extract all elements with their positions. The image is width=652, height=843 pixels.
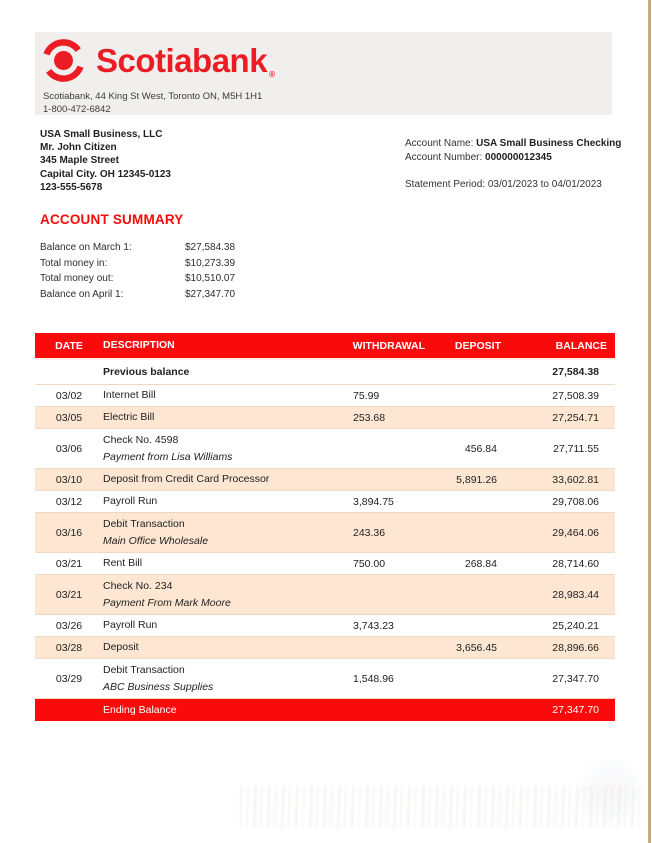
cell-date: 03/16: [55, 526, 83, 539]
cell-description: Debit Transaction Main Office Wholesale: [103, 518, 209, 547]
bank-header: [35, 32, 612, 115]
account-name-value: USA Small Business Checking: [476, 138, 622, 149]
ending-balance-label: Ending Balance: [103, 703, 177, 716]
customer-address-block: [40, 128, 171, 194]
cell-balance: 28,983.44: [552, 588, 599, 601]
cell-deposit: 268.84: [464, 557, 497, 570]
table-row: [35, 659, 615, 699]
scan-smudge-artifact: [575, 760, 645, 820]
column-header-date: DATE: [55, 339, 83, 352]
cell-balance: 28,714.60: [552, 557, 599, 570]
table-row: [35, 429, 615, 469]
cell-balance: 28,896.66: [552, 641, 599, 654]
cell-description: Deposit: [103, 641, 139, 654]
account-number-line: Account Number: 000000012345: [405, 152, 552, 163]
cell-withdrawal: 253.68: [353, 411, 386, 424]
customer-line: 123-555-5678: [40, 181, 103, 193]
cell-balance: 27,711.55: [553, 442, 599, 455]
summary-value: $10,273.39: [185, 257, 236, 269]
account-summary-list: [40, 240, 320, 302]
account-info-block: [405, 137, 621, 192]
summary-label: Total money out:: [40, 273, 114, 285]
cell-date: 03/21: [55, 588, 83, 601]
scan-noise-artifact: [240, 786, 640, 828]
cell-date: 03/05: [55, 411, 83, 424]
column-header-withdrawal: WITHDRAWAL: [352, 339, 425, 352]
cell-withdrawal: 1,548.96: [353, 672, 394, 685]
ending-balance-row: [35, 699, 615, 721]
summary-value: $27,584.38: [185, 242, 236, 253]
cell-withdrawal: 243.36: [353, 526, 386, 539]
cell-date: 03/02: [55, 389, 83, 402]
summary-row: [40, 271, 320, 287]
table-row: [35, 637, 615, 659]
bank-phone: 1-800-472-6842: [43, 104, 111, 115]
bank-logo-text: Scotiabank: [96, 41, 268, 79]
cell-withdrawal: 75.99: [353, 389, 380, 402]
summary-value: $10,510.07: [185, 273, 236, 285]
customer-line: USA Small Business, LLC: [40, 129, 163, 140]
cell-description: Debit Transaction ABC Business Supplies: [103, 664, 214, 693]
cell-description: Electric Bill: [103, 411, 155, 424]
account-number-value: 000000012345: [485, 152, 552, 163]
summary-row: [40, 240, 320, 256]
cell-balance: 29,708.06: [552, 495, 599, 508]
column-header-description: DESCRIPTION: [103, 339, 175, 352]
cell-deposit: 5,891.26: [456, 473, 497, 486]
column-header-deposit: DEPOSIT: [454, 339, 501, 352]
cell-description: Deposit from Credit Card Processor: [103, 473, 270, 486]
cell-date: 03/12: [55, 495, 83, 508]
table-row: [35, 385, 615, 407]
table-row: [35, 360, 615, 385]
registered-trademark: ®: [269, 70, 275, 79]
table-row: [35, 491, 615, 513]
cell-date: 03/21: [55, 557, 83, 570]
summary-row: [40, 287, 320, 303]
customer-line: 345 Maple Street: [40, 155, 119, 167]
cell-balance: 27,254.71: [552, 411, 599, 424]
page-edge-strip: [648, 0, 651, 843]
cell-date: 03/06: [55, 442, 83, 455]
bank-logo: [35, 32, 612, 84]
cell-date: 03/10: [55, 473, 83, 486]
column-header-balance: BALANCE: [555, 339, 607, 352]
cell-balance: 33,602.81: [552, 473, 599, 486]
cell-description: Check No. 234 Payment From Mark Moore: [103, 580, 231, 609]
cell-deposit: 456.84: [464, 442, 497, 455]
table-row: [35, 615, 615, 637]
cell-description: Payroll Run: [103, 619, 158, 632]
cell-balance: 27,347.70: [552, 672, 599, 685]
summary-row: [40, 256, 320, 272]
account-summary-title: ACCOUNT SUMMARY: [40, 212, 184, 227]
transactions-header-row: [35, 333, 615, 360]
cell-date: 03/26: [55, 619, 83, 632]
transactions-table: [35, 333, 615, 721]
table-row: [35, 575, 615, 615]
cell-description: Check No. 4598 Payment from Lisa Williams: [103, 434, 233, 463]
cell-date: 03/29: [55, 672, 83, 685]
summary-label: Balance on April 1:: [40, 288, 124, 300]
statement-period-line: Statement Period: 03/01/2023 to 04/01/2023: [405, 179, 602, 190]
transactions-body: [35, 360, 615, 699]
summary-label: Total money in:: [40, 257, 108, 269]
cell-description: Payroll Run: [103, 495, 158, 508]
cell-withdrawal: 3,894.75: [353, 495, 394, 508]
cell-description: Rent Bill: [103, 557, 143, 570]
cell-date: 03/28: [55, 641, 83, 654]
customer-line: Capital City. OH 12345-0123: [40, 168, 171, 180]
statement-period-value: 03/01/2023 to 04/01/2023: [487, 179, 602, 190]
table-row: [35, 513, 615, 553]
cell-description: Previous balance: [103, 365, 190, 378]
cell-balance: 29,464.06: [552, 526, 599, 539]
cell-balance: 27,584.38: [552, 366, 599, 378]
cell-description: Internet Bill: [103, 389, 156, 402]
table-row: [35, 553, 615, 575]
table-row: [35, 469, 615, 491]
cell-balance: 27,508.39: [552, 389, 599, 402]
ending-balance-value: 27,347.70: [552, 704, 599, 716]
summary-label: Balance on March 1:: [40, 242, 132, 253]
customer-line: Mr. John Citizen: [40, 142, 117, 154]
cell-balance: 25,240.21: [552, 619, 599, 632]
cell-deposit: 3,656.45: [456, 641, 497, 654]
table-row: [35, 407, 615, 429]
cell-withdrawal: 3,743.23: [353, 619, 394, 632]
scotiabank-flying-s-icon: [42, 39, 85, 82]
bank-address: Scotiabank, 44 King St West, Toronto ON, M5H 1H1: [43, 91, 263, 102]
account-name-line: Account Name: USA Small Business Checking: [405, 138, 622, 149]
cell-withdrawal: 750.00: [353, 557, 386, 570]
summary-value: $27,347.70: [185, 288, 236, 300]
